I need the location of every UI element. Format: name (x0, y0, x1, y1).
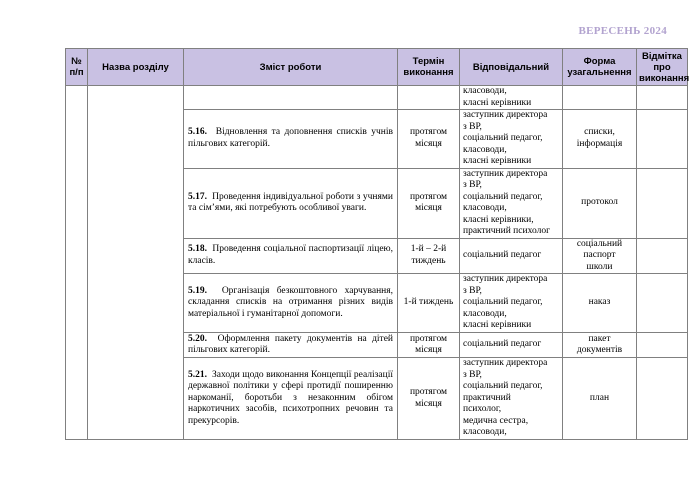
responsible-cell: заступник директора з ВР, соціальний педагог, практичний психолог, медична сестра, класоводи, (460, 358, 563, 440)
work-plan-table (65, 48, 688, 440)
content-cell (184, 274, 398, 333)
term-cell: 1-й – 2-й тиждень (398, 238, 460, 274)
item-number: 5.17. (188, 191, 207, 202)
header-responsible: Відповідальний (460, 49, 563, 86)
header-section: Назва розділу (88, 49, 184, 86)
mark-cell (637, 168, 688, 238)
form-cell: план (563, 358, 637, 440)
term-cell: протягом місяця (398, 110, 460, 169)
header-term: Термін виконання (398, 49, 460, 86)
content-cell (184, 86, 398, 110)
form-cell: пакет документів (563, 333, 637, 358)
term-cell (398, 86, 460, 110)
item-number: 5.20. (188, 333, 207, 344)
form-cell: протокол (563, 168, 637, 238)
mark-cell (637, 238, 688, 274)
content-cell (184, 110, 398, 169)
item-number: 5.19. (188, 285, 207, 296)
mark-cell (637, 110, 688, 169)
header-form: Форма узагальнення (563, 49, 637, 86)
term-cell: протягом місяця (398, 358, 460, 440)
item-text: Проведення соціальної паспортизації ліцею, класів. (188, 244, 394, 266)
num-cell (66, 86, 88, 440)
responsible-cell: соціальний педагог (460, 333, 563, 358)
item-text: Заходи щодо виконання Концепції реалізації державної політики у сфері протидії поширенню наркоманії, боротьби з незаконним обігом наркотичних засобів, психотропних речовин та прекурсорів. (188, 369, 393, 426)
mark-cell (637, 358, 688, 440)
item-number: 5.21. (188, 369, 207, 380)
section-cell (88, 86, 184, 440)
content-cell (184, 168, 398, 238)
content-cell (184, 358, 398, 440)
mark-cell (637, 333, 688, 358)
header-mark: Відмітка про виконання (637, 49, 688, 86)
term-cell: 1-й тиждень (398, 274, 460, 333)
form-cell: наказ (563, 274, 637, 333)
header-content: Зміст роботи (184, 49, 398, 86)
item-text: Організація безкоштовного харчування, складання списків на отримання різних видів матеріальної і гуманітарної допомоги. (188, 285, 393, 319)
content-cell (184, 333, 398, 358)
responsible-cell: заступник директора з ВР, соціальний педагог, класоводи, класні керівники, практичний психолог (460, 168, 563, 238)
responsible-cell: класоводи, класні керівники (460, 86, 563, 110)
responsible-cell: заступник директора з ВР, соціальний педагог, класоводи, класні керівники (460, 274, 563, 333)
term-cell: протягом місяця (398, 168, 460, 238)
item-number: 5.16. (188, 127, 207, 138)
table-row (66, 86, 688, 110)
form-cell: списки, інформація (563, 110, 637, 169)
responsible-cell: соціальний педагог (460, 238, 563, 274)
item-number: 5.18. (188, 244, 207, 255)
mark-cell (637, 86, 688, 110)
month-title: ВЕРЕСЕНЬ 2024 (578, 25, 667, 37)
responsible-cell: заступник директора з ВР, соціальний педагог, класоводи, класні керівники (460, 110, 563, 169)
item-text: Відновлення та доповнення списків учнів пільгових категорій. (188, 127, 393, 149)
header-num: № п/п (66, 49, 88, 86)
table-header-row (66, 49, 688, 86)
item-text: Оформлення пакету документів на дітей пільгових категорій. (188, 333, 394, 355)
mark-cell (637, 274, 688, 333)
form-cell (563, 86, 637, 110)
form-cell: соціальний паспорт школи (563, 238, 637, 274)
term-cell: протягом місяця (398, 333, 460, 358)
content-cell (184, 238, 398, 274)
item-text: Проведення індивідуальної роботи з учнями та сім’ями, які потребують особливої уваги. (188, 191, 393, 213)
